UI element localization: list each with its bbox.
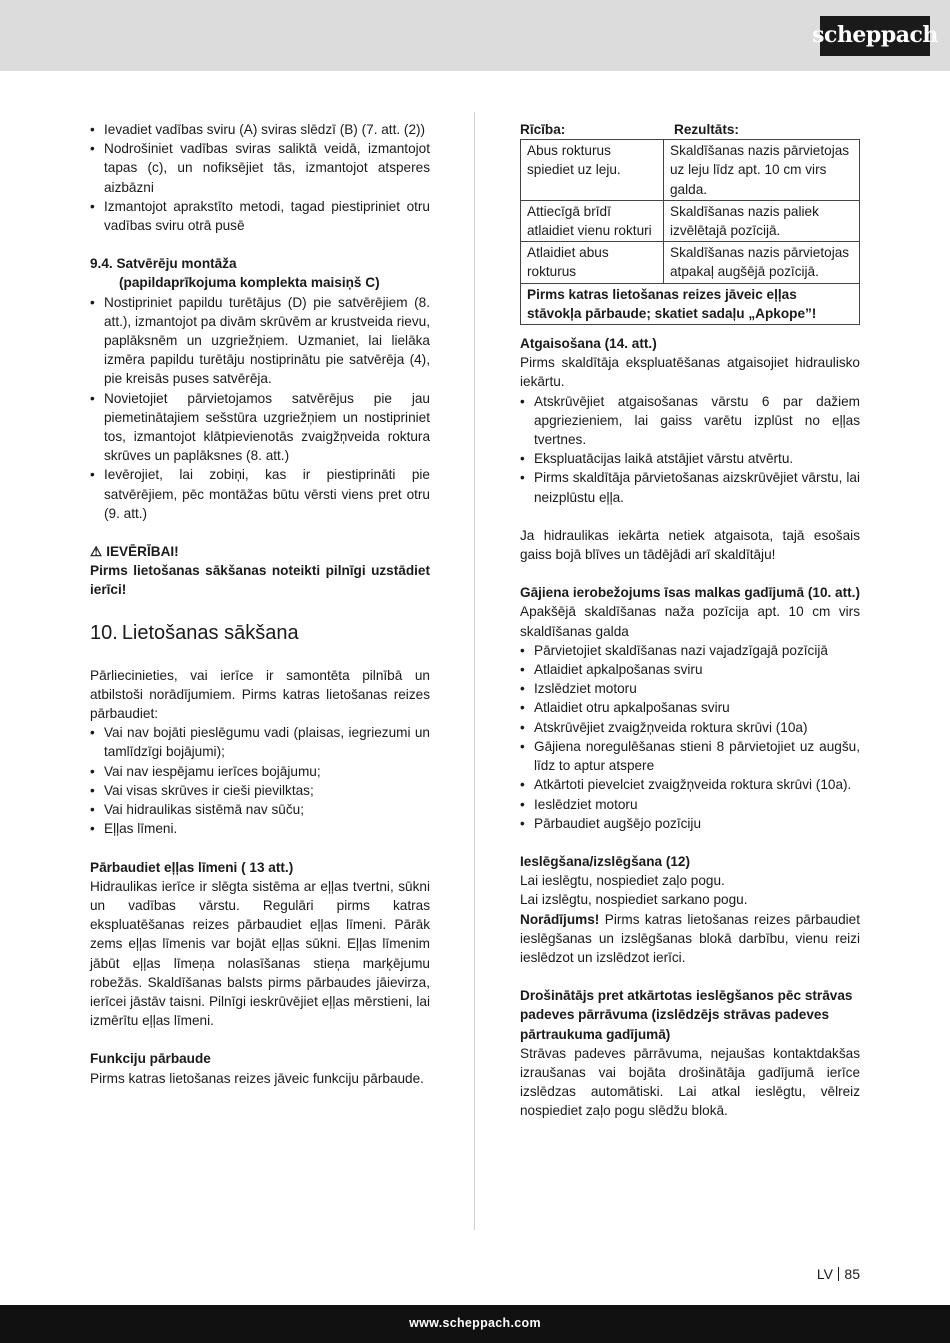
list-item: • Vai hidraulikas sistēmā nav sūču; bbox=[90, 800, 430, 819]
table-row bbox=[521, 242, 860, 283]
table-cell-action: Abus rokturus spiediet uz leju. bbox=[521, 140, 664, 201]
table-cell-action: Attiecīgā brīdī atlaidiet vienu rokturi bbox=[521, 200, 664, 241]
stroke-limit-title: Gājiena ierobežojums īsas malkas gadījumā (10. att.) bbox=[520, 585, 860, 601]
footer-url[interactable]: www.scheppach.com bbox=[409, 1316, 541, 1331]
venting-note: Ja hidraulikas iekārta netiek atgaisota, tajā esošais gaiss bojā blīves un tādējādi arī skaldītāju! bbox=[520, 527, 860, 563]
list-item: • Vai nav iespējamu ierīces bojājumu; bbox=[90, 762, 430, 781]
section-9-4-subtitle: (papildaprīkojuma komplekta maisiņš C) bbox=[119, 275, 380, 291]
left-column bbox=[90, 120, 430, 1088]
list-item: • Novietojiet pārvietojamos satvērējus pie jau piemetinātajiem sešstūra uzgriežņiem un nostipriniet tos, izmantojot klātpievienotās zvaigžņveida roktura skrūves un paplāksnes (8. att.) bbox=[90, 389, 430, 466]
stroke-limit-bullets bbox=[520, 641, 860, 833]
table-row bbox=[521, 283, 860, 324]
list-item: • Izmantojot aprakstīto metodi, tagad piestipriniet otru vadības sviru otrā pusē bbox=[90, 197, 430, 235]
table-row bbox=[521, 140, 860, 201]
section-number: 10. bbox=[90, 621, 118, 644]
oil-level-title: Pārbaudiet eļļas līmeni ( 13 att.) bbox=[90, 859, 294, 875]
venting-text: Pirms skaldītāja ekspluatēšanas atgaisojiet hidraulisko iekārtu. bbox=[520, 355, 860, 390]
table-cell-action: Atlaidiet abus rokturus bbox=[521, 242, 664, 283]
page-number-value: 85 bbox=[844, 1266, 860, 1282]
venting-bullets bbox=[520, 392, 860, 507]
restart-protection-title: Drošinātājs pret atkārtotas ieslēgšanos pēc strāvas padeves pārrāvuma (izslēdzējs strāvas padeves pārtraukuma gadījumā) bbox=[520, 988, 853, 1042]
list-item: • Ekspluatācijas laikā atstājiet vārstu atvērtu. bbox=[520, 449, 860, 468]
list-item: • Gājiena noregulēšanas stieni 8 pārvietojiet uz augšu, līdz to aptur atspere bbox=[520, 737, 860, 775]
page-number bbox=[817, 1265, 860, 1284]
section-9-4-bullets bbox=[90, 293, 430, 523]
list-item: • Atlaidiet apkalpošanas sviru bbox=[520, 660, 860, 679]
header-bar bbox=[0, 0, 950, 71]
venting-title: Atgaisošana (14. att.) bbox=[520, 336, 657, 352]
intro-bullet-list bbox=[90, 120, 430, 235]
restart-protection-text: Strāvas padeves pārrāvuma, nejaušas kontaktdakšas izraušanas vai bojāta drošinātāja gadījumā ierīce izslēdzas automātiski. Lai atkal ieslēgtu, vēlreiz nospiediet zaļo pogu slēdžu blokā. bbox=[520, 1045, 860, 1119]
note-label: Norādījums! bbox=[520, 911, 600, 927]
warning-title: IEVĒRĪBAI! bbox=[106, 544, 179, 560]
warning-heading bbox=[90, 542, 430, 561]
list-item: • Pārvietojiet skaldīšanas nazi vajadzīgajā pozīcijā bbox=[520, 641, 860, 660]
list-item: • Izslēdziet motoru bbox=[520, 679, 860, 698]
column-divider bbox=[474, 112, 475, 1230]
list-item: • Nodrošiniet vadības sviras saliktā veidā, izmantojot tapas (c), un nofiksējiet tās, izmantojot atsperes aizbāzni bbox=[90, 139, 430, 197]
function-check-text: Pirms katras lietošanas reizes jāveic funkciju pārbaude. bbox=[90, 1070, 424, 1086]
function-table-header bbox=[520, 120, 860, 139]
table-cell-result: Skaldīšanas nazis pārvietojas uz leju līdz apt. 10 cm virs galda. bbox=[664, 140, 860, 201]
function-check-title: Funkciju pārbaude bbox=[90, 1051, 211, 1067]
list-item: • Eļļas līmeni. bbox=[90, 819, 430, 838]
list-item: • Atskrūvējiet zvaigžņveida roktura skrūvi (10a) bbox=[520, 718, 860, 737]
warning-triangle-icon: ⚠ bbox=[90, 544, 103, 560]
section-10-checklist bbox=[90, 723, 430, 838]
list-item: • Ievadiet vadības sviru (A) sviras slēdzī (B) (7. att. (2)) bbox=[90, 120, 430, 139]
list-item: • Nostipriniet papildu turētājus (D) pie satvērējiem (8. att.), izmantojot pa divām skrūvēm ar krustveida rievu, paplāksnēm un uzgriežņiem. Uzmaniet, lai lielāka izmēra papildu turētāju nostiprinātu pie satvērēja (4), pie kreisās puses satvērēja. bbox=[90, 293, 430, 389]
list-item: • Vai visas skrūves ir cieši pievilktas; bbox=[90, 781, 430, 800]
footer-bar bbox=[0, 1305, 950, 1343]
table-cell-result: Skaldīšanas nazis pārvietojas atpakaļ augšējā pozīcijā. bbox=[664, 242, 860, 283]
list-item: • Ievērojiet, lai zobiņi, kas ir piestiprināti pie satvērējiem, pēc montāžas būtu vērsti viens pret otru (9. att.) bbox=[90, 465, 430, 523]
list-item: • Atskrūvējiet atgaisošanas vārstu 6 par dažiem apgriezieniem, lai gaiss varētu izplūst no eļļas tvertnes. bbox=[520, 392, 860, 450]
on-off-note bbox=[520, 910, 860, 968]
list-item: • Atlaidiet otru apkalpošanas sviru bbox=[520, 698, 860, 717]
off-instruction: Lai izslēgtu, nospiediet sarkano pogu. bbox=[520, 892, 748, 908]
language-code: LV bbox=[816, 1266, 833, 1282]
table-cell-result: Skaldīšanas nazis paliek izvēlētajā pozīcijā. bbox=[664, 200, 860, 241]
oil-level-text: Hidraulikas ierīce ir slēgta sistēma ar eļļas tvertni, sūkni un vadības vārstu. Regulāri pirms katras ekspluatēšanas reizes pārbaudiet eļļas līmeni. Pārāk zems eļļas līmenis var bojāt eļļas sūkni. Eļļas līmenim jābūt eļļas līmeņa nolasīšanas stieņa marķējumu robežās. Skaldīšanas balsts pirms pārbaudes jāievirza, ierīcei jāstāv taisni. Pilnīgi ieskrūvējiet eļļas mērstieni, lai izmērītu eļļas līmeni. bbox=[90, 878, 430, 1029]
table-header-result: Rezultāts: bbox=[674, 122, 739, 137]
list-item: • Pirms skaldītāja pārvietošanas aizskrūvējiet vārstu, lai neizplūstu eļļa. bbox=[520, 468, 860, 506]
brand-logo: scheppach bbox=[820, 16, 930, 56]
stroke-limit-text: Apakšējā skaldīšanas naža pozīcija apt. 10 cm virs skaldīšanas galda bbox=[520, 604, 860, 639]
section-title-text: Lietošanas sākšana bbox=[121, 621, 299, 644]
list-item: • Pārbaudiet augšējo pozīciju bbox=[520, 814, 860, 833]
on-off-title: Ieslēgšana/izslēgšana (12) bbox=[520, 853, 691, 869]
section-9-4-title: 9.4. Satvērēju montāža bbox=[90, 256, 237, 272]
table-row bbox=[521, 200, 860, 241]
warning-text: Pirms lietošanas sākšanas noteikti pilnīgi uzstādiet ierīci! bbox=[90, 563, 430, 598]
function-check-table bbox=[520, 139, 860, 325]
note-text: Pirms katras lietošanas reizes pārbaudiet ieslēgšanas un izslēgšanas blokā darbību, vienu reizi ieslēdzot un izslēdzot ierīci. bbox=[520, 911, 860, 965]
on-instruction: Lai ieslēgtu, nospiediet zaļo pogu. bbox=[520, 873, 725, 889]
list-item: • Vai nav bojāti pieslēgumu vadi (plaisas, iegriezumi un tamlīdzīgi bojājumi); bbox=[90, 723, 430, 761]
right-column bbox=[520, 120, 860, 1121]
table-note: Pirms katras lietošanas reizes jāveic eļļas stāvokļa pārbaude; skatiet sadaļu „Apkope”! bbox=[521, 283, 860, 324]
table-header-action: Rīcība: bbox=[520, 122, 566, 137]
list-item: • Ieslēdziet motoru bbox=[520, 795, 860, 814]
section-10-title bbox=[90, 619, 430, 647]
section-10-intro: Pārliecinieties, vai ierīce ir samontēta pilnībā un atbilstoši norādījumiem. Pirms katras lietošanas reizes pārbaudiet: bbox=[90, 667, 430, 722]
list-item: • Atkārtoti pievelciet zvaigžņveida roktura skrūvi (10a). bbox=[520, 775, 860, 794]
